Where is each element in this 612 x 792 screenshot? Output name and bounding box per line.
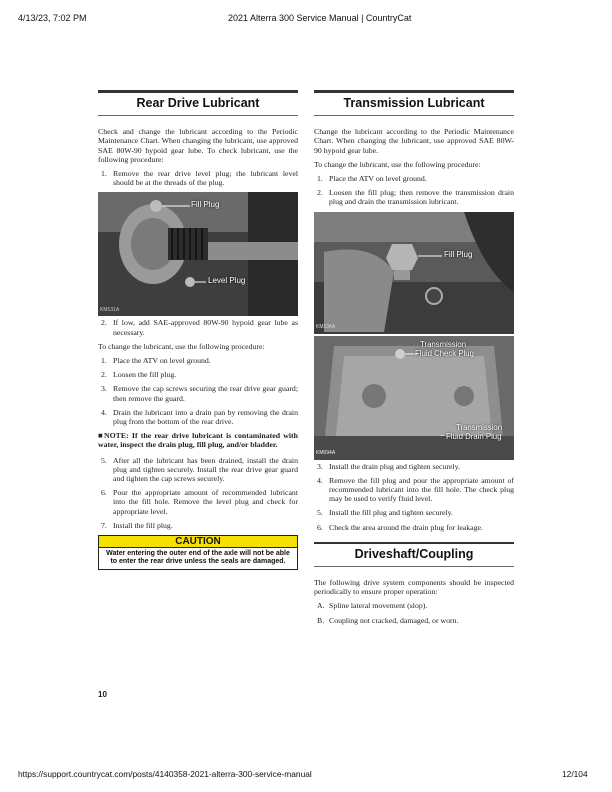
step-number: 2. bbox=[317, 188, 323, 198]
check-plug-label-2: Fluid Check Plug bbox=[415, 348, 474, 358]
step-text: Loosen the fill plug; then remove the transmission drain plug and drain the transmission lubricant. bbox=[329, 188, 514, 207]
driveshaft-intro: The following drive system components should be inspected periodically to ensure proper operation: bbox=[314, 578, 514, 597]
page-number: 10 bbox=[98, 690, 107, 699]
check-plug-label-1: Transmission bbox=[420, 339, 467, 349]
step-text: Place the ATV on level ground. bbox=[113, 356, 211, 366]
change-intro: To change the lubricant, use the following procedure: bbox=[98, 341, 265, 351]
print-datetime: 4/13/23, 7:02 PM bbox=[18, 13, 87, 23]
step-number: 1. bbox=[101, 356, 107, 366]
print-doc-title: 2021 Alterra 300 Service Manual | CountryCat bbox=[228, 13, 412, 23]
transmission-step bbox=[314, 462, 514, 471]
step-text: Place the ATV on level ground. bbox=[329, 174, 427, 184]
step-text: Remove the fill plug and pour the appropriate amount of recommended lubricant into the fill hole. The check plug may be used to verify fluid level. bbox=[329, 475, 514, 504]
fill-plug-label: Fill Plug bbox=[191, 200, 220, 210]
rear-drive-photo-image bbox=[98, 192, 298, 316]
change-step bbox=[98, 384, 298, 402]
transmission-step bbox=[314, 174, 514, 183]
step-number: 7. bbox=[101, 520, 107, 530]
step-text: Install the fill plug and tighten securely. bbox=[329, 508, 453, 518]
step-text: Install the fill plug. bbox=[113, 520, 173, 530]
transmission-plugs-photo bbox=[314, 336, 514, 460]
caution-text: Water entering the outer end of the axle will not be able to enter the rear drive unless the seals are damaged. bbox=[98, 548, 298, 569]
transmission-step bbox=[314, 523, 514, 532]
level-plug-label: Level Plug bbox=[208, 276, 246, 286]
transmission-heading: Transmission Lubricant bbox=[314, 90, 514, 116]
note-text: ■NOTE: If the rear drive lubricant is contaminated with water, inspect the drain plug, fill plug, and/or bladder. bbox=[98, 431, 298, 450]
photo-caption: KM134A bbox=[316, 324, 336, 331]
step-number: 1. bbox=[101, 169, 107, 179]
transmission-plugs-photo-image bbox=[314, 336, 514, 460]
change-step bbox=[98, 456, 298, 484]
transmission-change-intro: To change the lubricant, use the following procedure: bbox=[314, 159, 481, 169]
step-number: 3. bbox=[317, 461, 323, 471]
driveshaft-item bbox=[314, 616, 514, 625]
step-number: 6. bbox=[101, 488, 107, 498]
step-number: 6. bbox=[317, 522, 323, 532]
step-number: 2. bbox=[101, 318, 107, 328]
item-letter: B. bbox=[317, 615, 325, 625]
fill-plug-label: Fill Plug bbox=[444, 249, 473, 259]
right-column bbox=[314, 90, 514, 630]
step-number: 5. bbox=[317, 508, 323, 518]
print-url: https://support.countrycat.com/posts/4140358-2021-alterra-300-service-manual bbox=[18, 769, 312, 779]
change-step bbox=[98, 408, 298, 426]
check-step bbox=[98, 169, 298, 187]
driveshaft-item bbox=[314, 601, 514, 610]
drain-plug-label-2: Fluid Drain Plug bbox=[446, 431, 502, 441]
step-text: Install the drain plug and tighten securely. bbox=[329, 461, 460, 471]
rear-drive-photo bbox=[98, 192, 298, 316]
step-text: Loosen the fill plug. bbox=[113, 370, 177, 380]
rear-drive-intro: Check and change the lubricant according to the Periodic Maintenance Chart. When changing the lubricant, use approved SAE 80W-90 hypoid gear lube. To check lubricant, use the following procedure: bbox=[98, 127, 298, 164]
step-number: 1. bbox=[317, 174, 323, 184]
transmission-intro: Change the lubricant according to the Periodic Maintenance Chart. When changing the lubricant, use approved SAE 80W-90 hypoid gear lube. bbox=[314, 127, 514, 155]
check-step bbox=[98, 318, 298, 336]
photo-caption: KM094A bbox=[316, 450, 336, 457]
transmission-fill-photo bbox=[314, 212, 514, 334]
rear-drive-heading: Rear Drive Lubricant bbox=[98, 90, 298, 116]
step-number: 5. bbox=[101, 455, 107, 465]
photo-caption: KM131A bbox=[100, 307, 120, 314]
change-step bbox=[98, 488, 298, 516]
step-text: Remove the cap screws securing the rear drive gear guard; then remove the guard. bbox=[113, 384, 298, 403]
step-text: Drain the lubricant into a drain pan by removing the drain plug from the bottom of the rear drive. bbox=[113, 407, 298, 427]
drain-plug-label-1: Transmission bbox=[456, 422, 503, 432]
item-text: Spline lateral movement (slop). bbox=[329, 601, 428, 611]
driveshaft-heading: Driveshaft/Coupling bbox=[314, 542, 514, 567]
step-text: Check the area around the drain plug for leakage. bbox=[329, 522, 483, 532]
item-text: Coupling not cracked, damaged, or worn. bbox=[329, 615, 459, 625]
change-step bbox=[98, 356, 298, 365]
caution-title: CAUTION bbox=[98, 535, 298, 548]
step-text: Remove the rear drive level plug; the lubricant level should be at the threads of the plug. bbox=[113, 169, 298, 188]
print-page-count: 12/104 bbox=[562, 769, 588, 779]
transmission-fill-photo-image bbox=[314, 212, 514, 334]
step-number: 4. bbox=[317, 475, 323, 485]
step-text: Pour the appropriate amount of recommended lubricant into the fill hole. Remove the level plug and check for appropriate level. bbox=[113, 488, 298, 516]
step-number: 3. bbox=[101, 384, 107, 394]
transmission-step bbox=[314, 508, 514, 517]
left-column bbox=[98, 90, 298, 570]
transmission-step bbox=[314, 476, 514, 504]
change-step bbox=[98, 521, 298, 530]
item-letter: A. bbox=[317, 601, 325, 611]
step-number: 4. bbox=[101, 407, 107, 417]
transmission-step bbox=[314, 188, 514, 206]
step-number: 2. bbox=[101, 370, 107, 380]
change-step bbox=[98, 370, 298, 379]
step-text: If low, add SAE-approved 80W-90 hypoid gear lube as necessary. bbox=[113, 318, 298, 337]
step-text: After all the lubricant has been drained, install the drain plug and tighten securely. Install the rear drive gear guard and tighten the cap screws securely. bbox=[113, 455, 298, 484]
